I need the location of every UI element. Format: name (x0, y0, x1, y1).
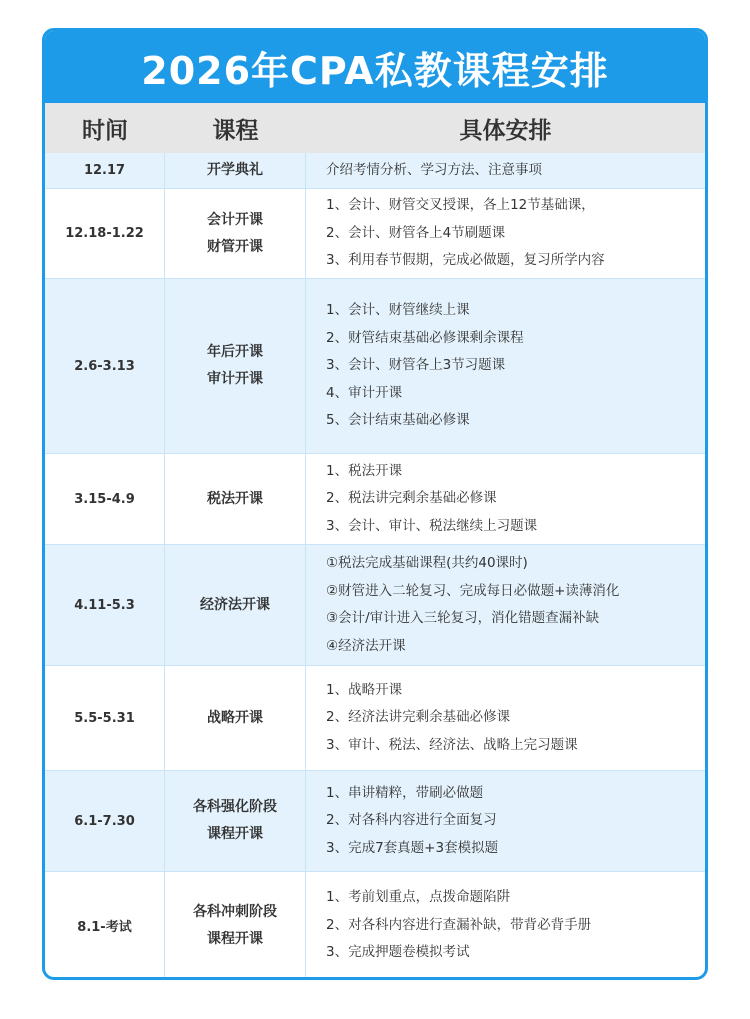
table-row (45, 454, 705, 545)
detail-line: 2、税法讲完剩余基础必修课 (326, 490, 497, 507)
detail-line: 3、会计、财管各上3节习题课 (326, 357, 506, 374)
detail-line: ④经济法开课 (326, 637, 406, 654)
detail-line: 1、会计、财管继续上课 (326, 302, 470, 319)
row-course (165, 153, 306, 188)
course-line: 会计开课 (207, 211, 263, 228)
header-time: 时间 (82, 117, 128, 144)
detail-line: 1、战略开课 (326, 681, 403, 698)
row-course (165, 454, 306, 544)
table-row (45, 771, 705, 872)
course-line: 开学典礼 (207, 162, 263, 178)
course-line: 经济法开课 (200, 596, 270, 613)
row-time: 3.15-4.9 (45, 454, 165, 544)
course-line: 财管开课 (207, 238, 263, 255)
row-time: 5.5-5.31 (45, 666, 165, 770)
row-time: 12.18-1.22 (45, 189, 165, 278)
course-line: 税法开课 (207, 490, 263, 507)
row-details (306, 666, 705, 770)
row-details (306, 872, 705, 979)
detail-line: 1、串讲精粹，带刷必做题 (326, 784, 484, 801)
detail-line: 2、经济法讲完剩余基础必修课 (326, 709, 511, 726)
row-details (306, 454, 705, 544)
header-course: 课程 (212, 117, 259, 144)
row-course (165, 666, 306, 770)
row-time: 12.17 (45, 153, 165, 188)
detail-line: ①税法完成基础课程(共约40课时) (326, 555, 528, 571)
detail-line: 介绍考情分析、学习方法、注意事项 (326, 161, 542, 178)
row-details (306, 771, 705, 871)
schedule-card (42, 28, 708, 980)
detail-line: 3、会计、审计、税法继续上习题课 (326, 517, 538, 534)
detail-line: 5、会计结束基础必修课 (326, 412, 470, 429)
detail-line: 2、对各科内容进行查漏补缺，带背必背手册 (326, 916, 592, 933)
row-course (165, 189, 306, 278)
table-row (45, 872, 705, 979)
detail-line: 2、对各科内容进行全面复习 (326, 812, 497, 829)
row-details (306, 153, 705, 188)
course-line: 审计开课 (207, 371, 263, 387)
page-title: 2026年CPA私教课程安排 (45, 31, 705, 103)
table-header (45, 103, 705, 153)
detail-line: 2、财管结束基础必修课剩余课程 (326, 329, 524, 346)
detail-line: 4、审计开课 (326, 384, 403, 401)
detail-line: ②财管进入二轮复习、完成每日必做题+读薄消化 (326, 582, 620, 599)
row-course (165, 771, 306, 871)
table-row (45, 545, 705, 666)
detail-line: 2、会计、财管各上4节刷题课 (326, 224, 506, 241)
detail-line: 3、利用春节假期，完成必做题，复习所学内容 (326, 252, 605, 269)
table-row (45, 189, 705, 279)
row-details (306, 189, 705, 278)
row-details (306, 279, 705, 453)
course-line: 战略开课 (207, 709, 263, 726)
detail-line: 1、会计、财管交叉授课，各上12节基础课， (326, 197, 595, 214)
course-line: 课程开课 (207, 826, 263, 842)
course-line: 年后开课 (207, 344, 263, 360)
course-line: 各科强化阶段 (193, 799, 277, 815)
row-course (165, 872, 306, 979)
table-row (45, 279, 705, 454)
detail-line: 3、审计、税法、经济法、战略上完习题课 (326, 736, 578, 753)
row-course (165, 279, 306, 453)
detail-line: ③会计/审计进入三轮复习，消化错题查漏补缺 (326, 610, 600, 626)
row-details (306, 545, 705, 665)
detail-line: 1、考前划重点，点拨命题陷阱 (326, 889, 511, 906)
course-line: 课程开课 (207, 930, 263, 947)
table-row (45, 666, 705, 771)
row-time: 8.1-考试 (45, 872, 165, 979)
detail-line: 3、完成押题卷模拟考试 (326, 944, 470, 961)
row-time: 6.1-7.30 (45, 771, 165, 871)
row-time: 2.6-3.13 (45, 279, 165, 453)
header-detail: 具体安排 (459, 117, 552, 144)
detail-line: 1、税法开课 (326, 462, 403, 479)
row-time: 4.11-5.3 (45, 545, 165, 665)
row-course (165, 545, 306, 665)
table-row (45, 153, 705, 189)
detail-line: 3、完成7套真题+3套模拟题 (326, 839, 499, 856)
course-line: 各科冲刺阶段 (193, 903, 277, 920)
